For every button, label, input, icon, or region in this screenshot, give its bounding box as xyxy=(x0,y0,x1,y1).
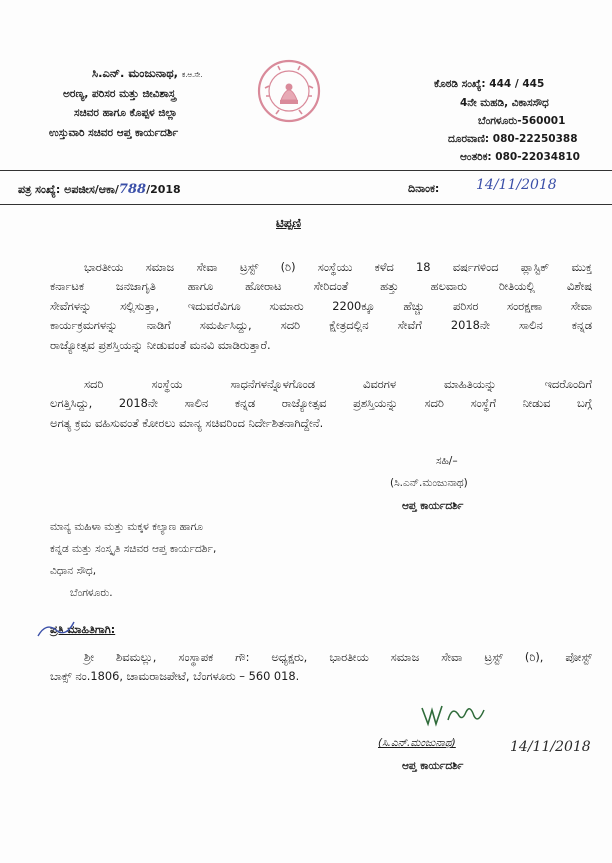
reference-line xyxy=(18,182,181,197)
phone-number: ದೂರವಾಣಿ: 080-22250388 xyxy=(448,133,578,145)
handwritten-signature xyxy=(418,700,488,730)
recipient-line-3: ವಿಧಾನ ಸೌಧ, xyxy=(50,565,97,577)
address-line-1: 4ನೇ ಮಹಡಿ, ವಿಕಾಸಸೌಧ xyxy=(460,97,549,109)
copy-info-text-1: ಶ್ರೀ ಶಿವಮಲ್ಲು, ಸಂಸ್ಥಾಪಕ ಗೌ: ಅಧ್ಯಕ್ಷರು, ಭಾರತೀಯ ಸಮಾಜ ಸೇವಾ ಟ್ರಸ್ಟ್ (ರಿ), ಪೋಸ್ಟ್ xyxy=(84,650,592,664)
reference-number: 788 xyxy=(118,182,147,197)
paragraph-2-text-1: ಸದರಿ ಸಂಸ್ಥೆಯ ಸಾಧನೆಗಳನ್ನೊಳಗೊಂಡ ವಿವರಗಳ ಮಾಹಿತಿಯನ್ನು ಇದರೊಂದಿಗೆ xyxy=(84,377,592,391)
date-value: 14/11/2018 xyxy=(476,177,557,193)
sender-name xyxy=(92,66,203,81)
recipient-line-4: ಬೆಂಗಳೂರು. xyxy=(70,587,113,599)
sender-line-3: ಸಚಿವರ ಹಾಗೂ ಕೊಪ್ಪಳ ಜಿಲ್ಲಾ xyxy=(74,107,178,119)
recipient-line-1: ಮಾನ್ಯ ಮಹಿಳಾ ಮತ್ತು ಮಕ್ಕಳ ಕಲ್ಯಾಣ ಹಾಗೂ xyxy=(50,521,203,533)
reference-label: ಪತ್ರ ಸಂಖ್ಯೆ: ಅಪಜೀಸ/ಆಕಾ/ xyxy=(18,183,119,196)
copy-info-line-1 xyxy=(84,648,592,668)
sender-name-text: ಸಿ.ಎನ್. ಮಂಜುನಾಥ, xyxy=(92,66,179,80)
paragraph-1-line-1 xyxy=(84,258,592,278)
paragraph-2-text-3: ಅಗತ್ಯ ಕ್ರಮ ವಹಿಸುವಂತೆ ಕೋರಲು ಮಾನ್ಯ ಸಚಿವರಿಂದ ನಿರ್ದೇಶಿತನಾಗಿದ್ದೇನೆ. xyxy=(50,415,324,430)
date-label: ದಿನಾಂಕ: xyxy=(408,182,440,195)
paragraph-1-text-1: ಭಾರತೀಯ ಸಮಾಜ ಸೇವಾ ಟ್ರಸ್ಟ್ (ರಿ) ಸಂಸ್ಥೆಯು ಕಳೆದ 18 ವರ್ಷಗಳಿಂದ ಪ್ಲಾಸ್ಟಿಕ್ ಮುಕ್ತ xyxy=(84,260,592,274)
room-number: ಕೊಠಡಿ ಸಂಖ್ಯೆ: 444 / 445 xyxy=(434,78,545,90)
intercom-number: ಆಂತರಿಕ: 080-22034810 xyxy=(460,151,580,163)
handwritten-date: 14/11/2018 xyxy=(510,739,591,755)
signatory-name-2: (ಸಿ.ಎನ್.ಮಂಜುನಾಥ) xyxy=(378,737,456,749)
copy-info-label: ಪ್ರತಿ ಮಾಹಿತಿಗಾಗಿ: xyxy=(50,623,116,636)
paragraph-1-rest xyxy=(50,277,592,355)
paragraph-1-text-2: ಕರ್ನಾಟಕ ಜನಜಾಗೃತಿ ಹಾಗೂ ಹೋರಾಟ ಸೇರಿದಂತೆ ಹತ್ತು ಹಲವಾರು ರೀತಿಯಲ್ಲಿ ವಿಶೇಷ xyxy=(50,279,592,293)
sender-suffix: ಕ.ಆ.ಸೇ. xyxy=(182,71,203,79)
paragraph-1-text-4: ಕಾರ್ಯಕ್ರಮಗಳನ್ನು ನಾಡಿಗೆ ಸಮರ್ಪಿಸಿದ್ದು, ಸದರಿ ಕ್ಷೇತ್ರದಲ್ಲಿನ ಸೇವೆಗೆ 2018ನೇ ಸಾಲಿನ ಕನ್ನಡ xyxy=(50,318,592,333)
reference-year: /2018 xyxy=(146,183,181,196)
address-line-2: ಬೆಂಗಳೂರು-560001 xyxy=(478,115,566,127)
sender-line-4: ಉಸ್ತುವಾರಿ ಸಚಿವರ ಆಪ್ತ ಕಾರ್ಯದರ್ಶಿ xyxy=(49,127,179,139)
handwritten-scribble xyxy=(36,616,76,640)
paragraph-1-text-5: ರಾಜ್ಯೋತ್ಸವ ಪ್ರಶಸ್ತಿಯನ್ನು ನೀಡುವಂತೆ ಮನವಿ ಮಾಡಿರುತ್ತಾರೆ. xyxy=(50,337,271,352)
paragraph-1-text-3: ಸೇವೆಗಳನ್ನು ಸಲ್ಲಿಸುತ್ತಾ, ಇದುವರೆವಿಗೂ ಸುಮಾರು 2200ಕ್ಕೂ ಹೆಚ್ಚು ಪರಿಸರ ಸಂರಕ್ಷಣಾ ಸೇವಾ xyxy=(50,298,592,313)
header-divider-top xyxy=(0,170,612,171)
government-emblem-stamp xyxy=(256,58,322,124)
signatory-designation-2: ಆಪ್ತ ಕಾರ್ಯದರ್ಶಿ xyxy=(402,760,464,772)
recipient-line-2: ಕನ್ನಡ ಮತ್ತು ಸಂಸ್ಕೃತಿ ಸಚಿವರ ಆಪ್ತ ಕಾರ್ಯದರ್ಶಿ, xyxy=(50,543,217,555)
recipient-block xyxy=(50,516,216,604)
signatory-name-1: (ಸಿ.ಎನ್.ಮಂಜುನಾಥ) xyxy=(390,477,468,489)
paragraph-2-line-1 xyxy=(84,375,592,395)
copy-info-line-2: ಬಾಕ್ಸ್ ನಂ.1806, ಚಾಮರಾಜಪೇಟೆ, ಬೆಂಗಳೂರು – 560 018. xyxy=(50,669,300,683)
header-divider-bottom xyxy=(0,204,612,205)
sender-line-2: ಅರಣ್ಯ, ಪರಿಸರ ಮತ್ತು ಜೀವಿಶಾಸ್ತ್ರ xyxy=(63,88,176,100)
signatory-designation-1: ಆಪ್ತ ಕಾರ್ಯದರ್ಶಿ xyxy=(402,500,464,512)
signed-mark: ಸಹಿ/– xyxy=(436,455,458,467)
paragraph-2-text-2: ಲಗತ್ತಿಸಿದ್ದು, 2018ನೇ ಸಾಲಿನ ಕನ್ನಡ ರಾಜ್ಯೋತ್ಸವ ಪ್ರಶಸ್ತಿಯನ್ನು ಸದರಿ ಸಂಸ್ಥೆಗೆ ನೀಡುವ ಬಗ್ಗೆ xyxy=(50,396,592,410)
document-title: ಟಿಪ್ಪಣಿ xyxy=(276,216,301,230)
paragraph-2-rest xyxy=(50,394,592,433)
